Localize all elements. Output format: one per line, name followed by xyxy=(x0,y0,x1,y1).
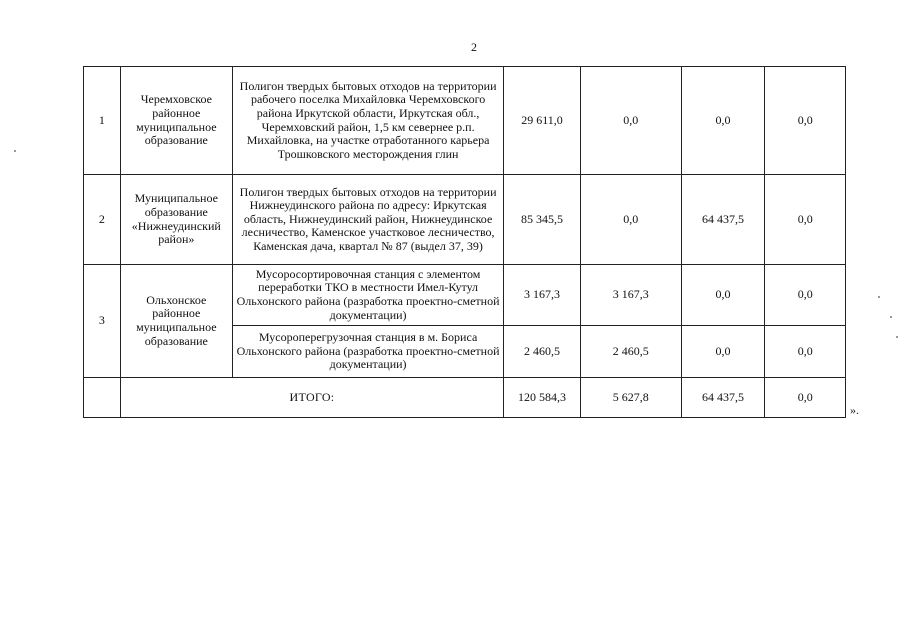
scan-speck xyxy=(878,296,880,298)
amount-cell: 0,0 xyxy=(765,265,846,326)
amount-cell: 0,0 xyxy=(765,326,846,378)
scan-speck xyxy=(14,150,16,152)
row-index: 3 xyxy=(84,265,121,378)
amount-cell: 5 627,8 xyxy=(580,378,681,418)
object-name: Мусороперегрузочная станция в м. Бориса Ольхонского района (разработка проектно-сметной документации) xyxy=(232,326,503,378)
municipality-name: Черемховское районное муниципальное образование xyxy=(120,67,232,175)
total-row xyxy=(84,378,846,418)
amount-cell: 64 437,5 xyxy=(681,378,765,418)
table-row xyxy=(84,175,846,265)
amount-cell: 0,0 xyxy=(681,265,765,326)
amount-cell: 0,0 xyxy=(681,326,765,378)
scan-speck xyxy=(890,316,892,318)
amount-cell: 3 167,3 xyxy=(580,265,681,326)
closing-quote-mark: ». xyxy=(850,403,859,417)
total-amount: 29 611,0 xyxy=(504,67,581,175)
object-name: Полигон твердых бытовых отходов на территории Нижнеудинского района по адресу: Иркутская область, Нижнеудинский район, Нижнеудинское лесничество, Каменское участковое лесничество, Каменская дача, квартал № 87 (выдел 37, 39) xyxy=(232,175,503,265)
amount-cell: 0,0 xyxy=(681,67,765,175)
table-row xyxy=(84,265,846,326)
municipality-name: Ольхонское районное муниципальное образование xyxy=(120,265,232,378)
amount-cell: 0,0 xyxy=(580,175,681,265)
row-index: 2 xyxy=(84,175,121,265)
scan-speck xyxy=(896,336,898,338)
empty-cell xyxy=(84,378,121,418)
funding-table xyxy=(83,66,846,418)
amount-cell: 2 460,5 xyxy=(580,326,681,378)
object-name: Полигон твердых бытовых отходов на территории рабочего поселка Михайловка Черемховского района Иркутской области, Иркутская обл., Черемховский район, 1,5 км севернее р.п. Михайловка, на участке отработанного карьера Трошковского месторождения глин xyxy=(232,67,503,175)
total-amount: 3 167,3 xyxy=(504,265,581,326)
object-name: Мусоросортировочная станция с элементом переработки ТКО в местности Имел-Кутул Ольхонского района (разработка проектно-сметной документации) xyxy=(232,265,503,326)
total-amount: 2 460,5 xyxy=(504,326,581,378)
table-row xyxy=(84,67,846,175)
amount-cell: 0,0 xyxy=(580,67,681,175)
page-number: 2 xyxy=(471,40,477,54)
grand-total-amount: 120 584,3 xyxy=(504,378,581,418)
amount-cell: 64 437,5 xyxy=(681,175,765,265)
amount-cell: 0,0 xyxy=(765,175,846,265)
row-index: 1 xyxy=(84,67,121,175)
amount-cell: 0,0 xyxy=(765,378,846,418)
total-amount: 85 345,5 xyxy=(504,175,581,265)
municipality-name: Муниципальное образование «Нижнеудинский район» xyxy=(120,175,232,265)
amount-cell: 0,0 xyxy=(765,67,846,175)
total-label: ИТОГО: xyxy=(120,378,504,418)
